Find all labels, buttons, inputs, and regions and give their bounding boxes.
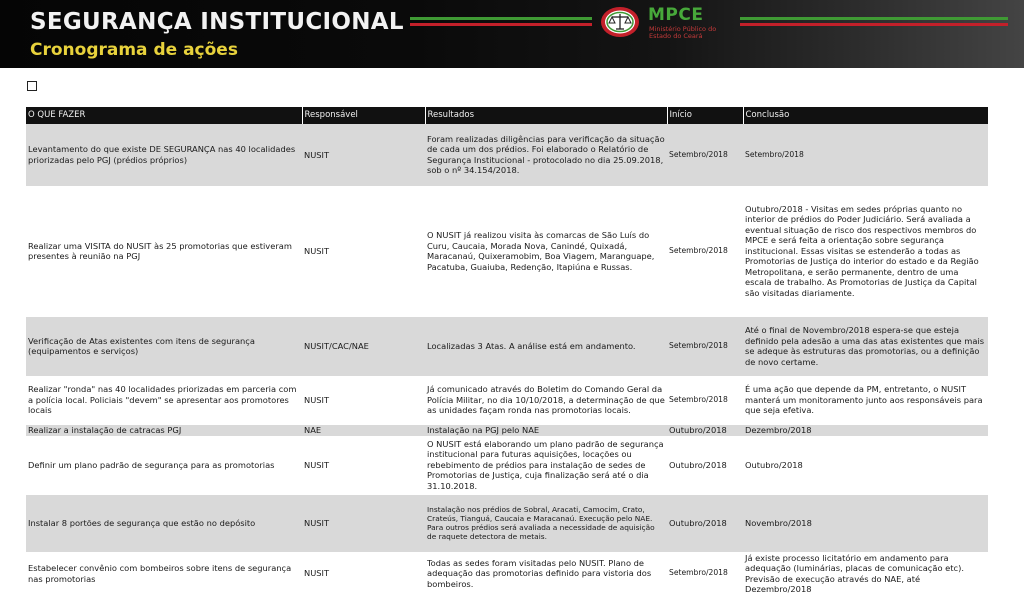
cell-start: Setembro/2018 [667,124,743,186]
red-stripe-left [410,23,592,26]
cell-what: Realizar "ronda" nas 40 localidades priorizadas em parceria com a polícia local. Policiais "devem" se apresentar aos promotores locais [26,376,302,424]
cell-conclusion: Outubro/2018 - Visitas em sedes próprias quanto no interior de prédios do Poder Judiciário. Será avaliada a eventual situação de risco dos respectivos membros do MPCE e será feita a orientação sobre segurança institucional. Essas visitas se estenderão a todas as Promotorias de Justiça do interior do estado e da Região Metropolitana, e serão permanente, dentro de uma escala de trabalho. As Promotorias de Justiça da Capital são visitadas diariamente. [743,186,988,316]
cell-responsible: NUSIT [302,186,425,316]
cell-start: Outubro/2018 [667,436,743,494]
cell-conclusion: Até o final de Novembro/2018 espera-se que esteja definido pela adesão a uma das atas existentes que mais se adeque às estruturas das promotorias, ou a definição de novo certame. [743,316,988,376]
table-row [26,376,988,424]
cell-conclusion: Já existe processo licitatório em andamento para adequação (luminárias, placas de comunicação etc). Previsão de execução através do NAE, até Dezembro/2018 [743,552,988,595]
cell-results: Foram realizadas diligências para verificação da situação de cada um dos prédios. Foi elaborado o Relatório de Segurança Institucional - protocolado no dia 25.09.2018, sob o nº 34.154/2018. [425,124,667,186]
header-banner [0,0,1024,68]
table-row [26,186,988,316]
cell-conclusion: Outubro/2018 [743,436,988,494]
column-header-start: Início [667,107,743,124]
table-row [26,124,988,186]
table-header-row [26,107,988,124]
cell-conclusion: Novembro/2018 [743,494,988,552]
brand-subtitle: Ministério Público do Estado do Ceará [649,25,717,40]
scales-of-justice-icon [600,6,640,38]
cell-what: Instalar 8 portões de segurança que estão no depósito [26,494,302,552]
cell-what: Realizar uma VISITA do NUSIT às 25 promotorias que estiveram presentes à reunião na PGJ [26,186,302,316]
page-title: SEGURANÇA INSTITUCIONAL [30,9,404,35]
cell-results: Localizadas 3 Atas. A análise está em andamento. [425,316,667,376]
cell-results: Instalação nos prédios de Sobral, Aracati, Camocim, Crato, Crateús, Tianguá, Caucaia e Maracanaú. Execução pelo NAE. Para outros prédios será avaliada a necessidade de aquisição de raquete detectora de metais. [425,494,667,552]
cell-results: Todas as sedes foram visitadas pelo NUSIT. Plano de adequação das promotorias definido para vistoria dos bombeiros. [425,552,667,595]
cell-responsible: NUSIT/CAC/NAE [302,316,425,376]
column-header-results: Resultados [425,107,667,124]
cell-responsible: NUSIT [302,494,425,552]
table-row [26,552,988,595]
cell-what: Estabelecer convênio com bombeiros sobre itens de segurança nas promotorias [26,552,302,595]
cell-responsible: NUSIT [302,376,425,424]
cell-what: Definir um plano padrão de segurança para as promotorias [26,436,302,494]
action-schedule-table [26,107,988,596]
cell-responsible: NAE [302,424,425,436]
cell-results: O NUSIT já realizou visita às comarcas de São Luís do Curu, Caucaia, Morada Nova, Canindé, Quixadá, Maracanaú, Quixeramobim, Boa Viagem, Maranguape, Pacatuba, Guaiuba, Redenção, Itapiúna e Russas. [425,186,667,316]
column-header-conclusion: Conclusão [743,107,988,124]
checkbox[interactable] [27,81,37,91]
cell-what: Levantamento do que existe DE SEGURANÇA nas 40 localidades priorizadas pelo PGJ (prédios próprios) [26,124,302,186]
cell-start: Outubro/2018 [667,494,743,552]
cell-start: Outubro/2018 [667,424,743,436]
table-row [26,436,988,494]
cell-what: Realizar a instalação de catracas PGJ [26,424,302,436]
green-stripe-right [740,17,1008,20]
column-header-responsible: Responsável [302,107,425,124]
cell-start: Setembro/2018 [667,316,743,376]
cell-start: Setembro/2018 [667,376,743,424]
column-header-what: O QUE FAZER [26,107,302,124]
cell-start: Setembro/2018 [667,552,743,595]
cell-conclusion: É uma ação que depende da PM, entretanto, o NUSIT manterá um monitoramento junto aos responsáveis para que seja efetiva. [743,376,988,424]
cell-results: O NUSIT está elaborando um plano padrão de segurança institucional para futuras aquisições, locações ou rebebimento de prédios para instalação de sedes de Promotorias de Justiça, cuja finalização será até o dia 31.10.2018. [425,436,667,494]
cell-responsible: NUSIT [302,552,425,595]
cell-responsible: NUSIT [302,436,425,494]
cell-responsible: NUSIT [302,124,425,186]
page-subtitle: Cronograma de ações [30,40,238,60]
red-stripe-right [740,23,1008,26]
cell-what: Verificação de Atas existentes com itens de segurança (equipamentos e serviços) [26,316,302,376]
green-stripe-left [410,17,592,20]
table-row [26,424,988,436]
cell-conclusion: Setembro/2018 [743,124,988,186]
cell-conclusion: Dezembro/2018 [743,424,988,436]
cell-results: Já comunicado através do Boletim do Comando Geral da Polícia Militar, no dia 10/10/2018, a determinação de que as unidades façam ronda nas promotorias locais. [425,376,667,424]
table-row [26,494,988,552]
table-row [26,316,988,376]
cell-start: Setembro/2018 [667,186,743,316]
brand-logo-text: MPCE [648,5,704,25]
cell-results: Instalação na PGJ pelo NAE [425,424,667,436]
